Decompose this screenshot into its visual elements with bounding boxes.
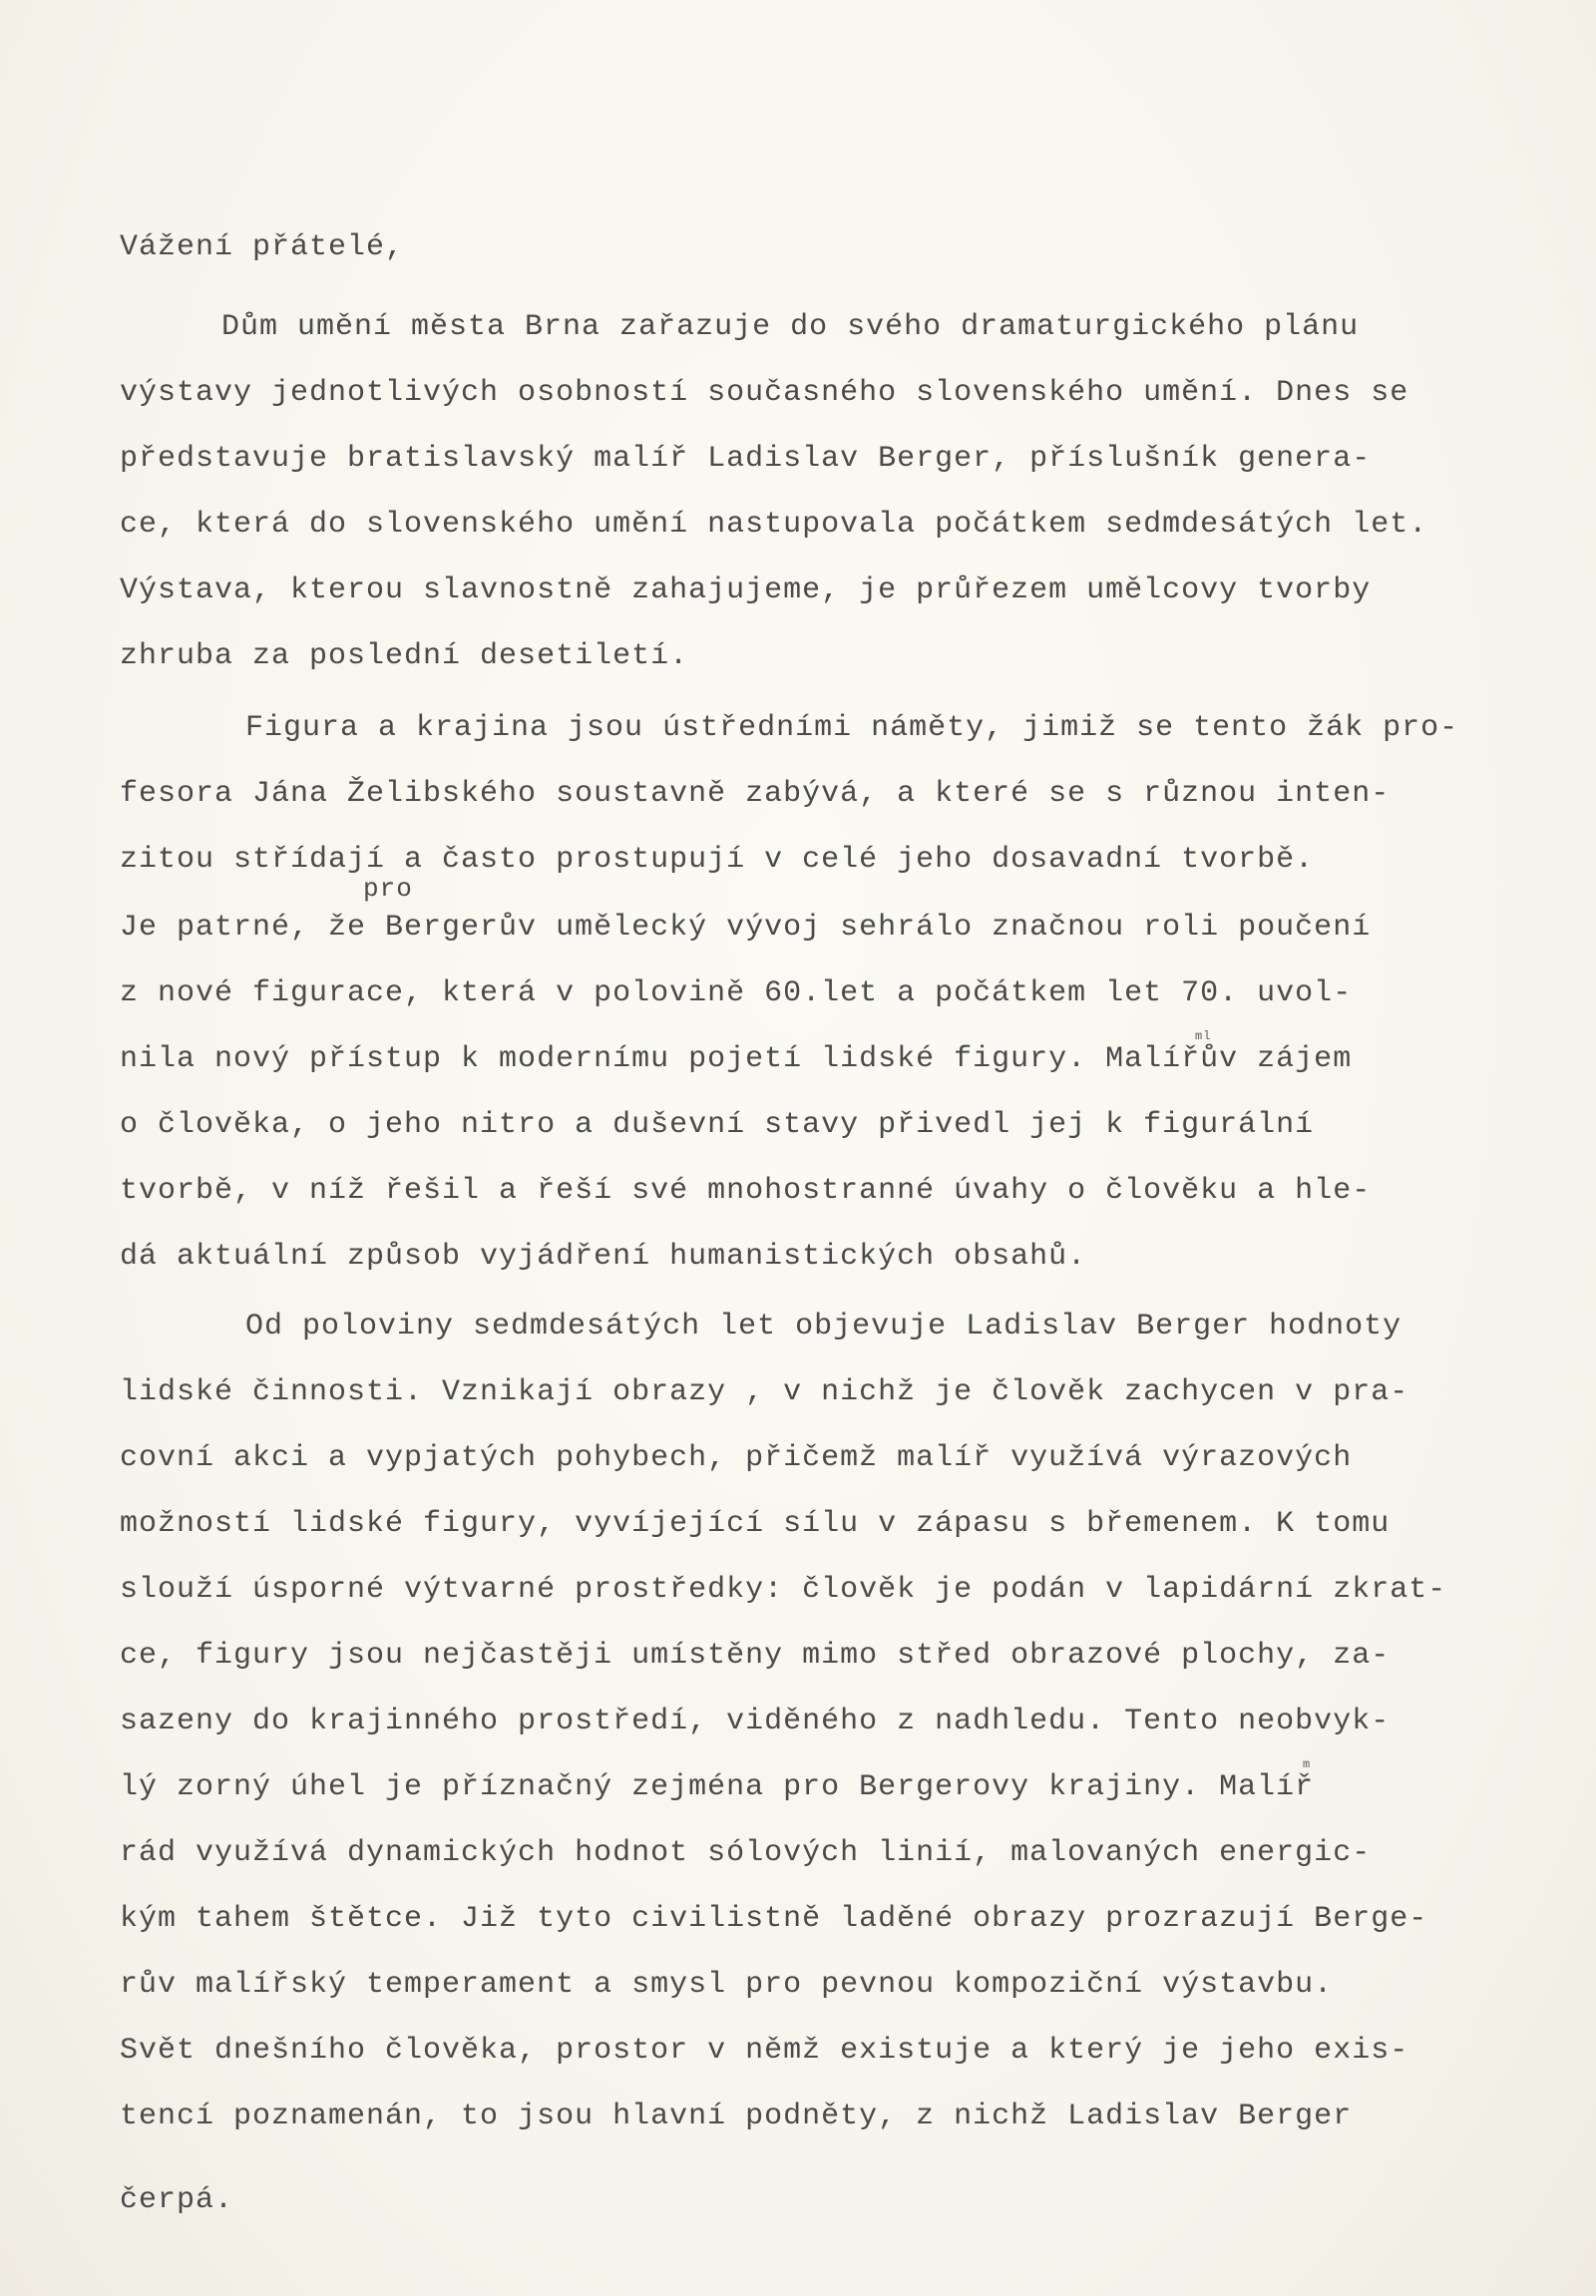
text-line-22: sazeny do krajinného prostředí, viděného z nadhledu. Tento neobvyk- <box>120 1705 1391 1738</box>
text-line-19: možností lidské figury, vyvíjející sílu v zápasu s břemenem. K tomu <box>120 1507 1391 1541</box>
text-line-12: nila nový přístup k modernímu pojetí lidské figury. Malířův zájem <box>120 1042 1353 1076</box>
text-line-28: tencí poznamenán, to jsou hlavní podněty, z nichž Ladislav Berger <box>120 2100 1353 2133</box>
handwritten-insertion: pro <box>363 874 413 904</box>
salutation: Vážení přátelé, <box>120 230 405 264</box>
text-line-16: Od poloviny sedmdesátých let objevuje Ladislav Berger hodnoty <box>245 1310 1402 1343</box>
text-line-25: kým tahem štětce. Již tyto civilistně laděné obrazy prozrazují Berge- <box>120 1902 1428 1936</box>
text-line-24: rád využívá dynamických hodnot sólových linií, malovaných energic- <box>120 1836 1372 1870</box>
text-line-15: dá aktuální způsob vyjádření humanistických obsahů. <box>120 1240 1087 1274</box>
correction-mark-1: ml <box>1195 1029 1212 1043</box>
text-line-10: Je patrné, že Bergerův umělecký vývoj sehrálo značnou roli poučení <box>120 911 1372 945</box>
text-line-11: z nové figurace, která v polovině 60.let a počátkem let 70. uvol- <box>120 976 1353 1010</box>
correction-mark-2: m <box>1303 1757 1312 1771</box>
text-line-23: lý zorný úhel je příznačný zejména pro Bergerovy krajiny. Malíř <box>120 1770 1315 1804</box>
text-line-21: ce, figury jsou nejčastěji umístěny mimo střed obrazové plochy, za- <box>120 1639 1391 1673</box>
text-line-13: o člověka, o jeho nitro a duševní stavy přivedl jej k figurální <box>120 1108 1315 1142</box>
text-line-2: výstavy jednotlivých osobností současného slovenského umění. Dnes se <box>120 376 1409 410</box>
text-line-17: lidské činnosti. Vznikají obrazy , v nichž je člověk zachycen v pra- <box>120 1375 1409 1409</box>
text-line-27: Svět dnešního člověka, prostor v němž existuje a který je jeho exis- <box>120 2034 1409 2068</box>
text-line-18: covní akci a vypjatých pohybech, přičemž malíř využívá výrazových <box>120 1441 1353 1475</box>
text-line-29: čerpá. <box>120 2183 234 2217</box>
text-line-9: zitou střídají a často prostupují v celé jeho dosavadní tvorbě. <box>120 843 1315 877</box>
text-line-4: ce, která do slovenského umění nastupovala počátkem sedmdesátých let. <box>120 508 1428 542</box>
text-line-3: představuje bratislavský malíř Ladislav Berger, příslušník genera- <box>120 442 1372 476</box>
text-line-5: Výstava, kterou slavnostně zahajujeme, je průřezem umělcovy tvorby <box>120 574 1372 607</box>
text-line-14: tvorbě, v níž řešil a řeší své mnohostranné úvahy o člověku a hle- <box>120 1174 1372 1208</box>
text-line-26: rův malířský temperament a smysl pro pevnou kompoziční výstavbu. <box>120 1968 1334 2002</box>
text-line-7: Figura a krajina jsou ústředními náměty, jimiž se tento žák pro- <box>245 711 1459 745</box>
text-line-20: slouží úsporné výtvarné prostředky: člověk je podán v lapidární zkrat- <box>120 1573 1447 1607</box>
text-line-6: zhruba za poslední desetiletí. <box>120 639 689 673</box>
text-line-1: Dům umění města Brna zařazuje do svého dramaturgického plánu <box>221 310 1360 344</box>
text-line-8: fesora Jána Želibského soustavně zabývá, a které se s různou inten- <box>120 777 1391 811</box>
